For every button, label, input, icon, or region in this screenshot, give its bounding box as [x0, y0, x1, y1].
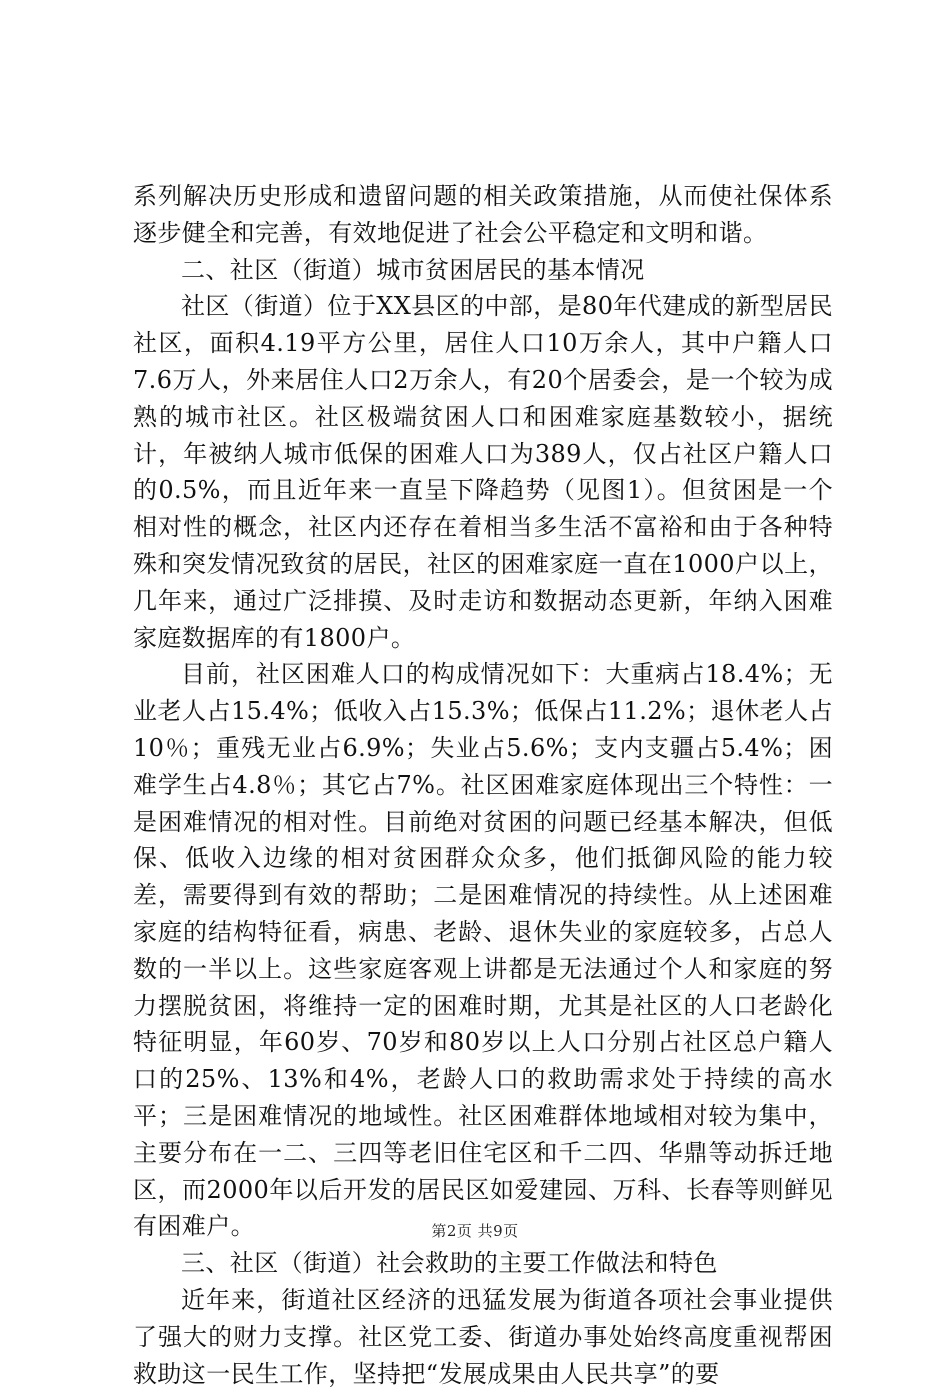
paragraph-poverty-composition: 目前，社区困难人口的构成情况如下：大重病占18.4%；无业老人占15.4%；低收入占15.3%；低保占11.2%；退休老人占10％；重残无业占6.9%；失业占5.6%；支内支疆占5.4%；困难学生占4.8％；其它占7%。社区困难家庭体现出三个特性：一是困难情况的相对性。目前绝对贫困的问题已经基本解决，但低保、低收入边缘的相对贫困群众众多，他们抵御风险的能力较差，需要得到有效的帮助；二是困难情况的持续性。从上述困难家庭的结构特征看，病患、老龄、退休失业的家庭较多，占总人数的一半以上。这些家庭客观上讲都是无法通过个人和家庭的努力摆脱贫困，将维持一定的困难时期，尤其是社区的人口老龄化特征明显，年60岁、70岁和80岁以上人口分别占社区总户籍人口的25%、13%和4%，老龄人口的救助需求处于持续的高水平；三是困难情况的地域性。社区困难群体地域相对较为集中，主要分布在一二、三四等老旧住宅区和千二四、华鼎等动拆迁地区，而2000年以后开发的居民区如爱建园、万科、长春等则鲜见有困难户。: [133, 660, 833, 1241]
paragraph-continuation: 系列解决历史形成和遗留问题的相关政策措施，从而使社保体系逐步健全和完善，有效地促进了社会公平稳定和文明和谐。: [133, 182, 833, 247]
page-number-footer: 第2页 共9页: [431, 1222, 519, 1240]
section-heading-2: 二、社区（街道）城市贫困居民的基本情况: [181, 255, 645, 284]
section-heading-3: 三、社区（街道）社会救助的主要工作做法和特色: [181, 1249, 718, 1278]
paragraph-assistance-work: 近年来，街道社区经济的迅猛发展为街道各项社会事业提供了强大的财力支撑。社区党工委、街道办事处始终高度重视帮困救助这一民生工作，坚持把“发展成果由人民共享”的要: [133, 1285, 833, 1388]
document-body: [133, 178, 833, 1392]
paragraph-community-overview: 社区（街道）位于XX县区的中部，是80年代建成的新型居民社区，面积4.19平方公里，居住人口10万余人，其中户籍人口7.6万人，外来居住人口2万余人，有20个居委会，是一个较为成熟的城市社区。社区极端贫困人口和困难家庭基数较小，据统计，年被纳人城市低保的困难人口为389人，仅占社区户籍人口的0.5%，而且近年来一直呈下降趋势（见图1）。但贫困是一个相对性的概念，社区内还存在着相当多生活不富裕和由于各种特殊和突发情况致贫的居民，社区的困难家庭一直在1000户以上，几年来，通过广泛排摸、及时走访和数据动态更新，年纳入困难家庭数据库的有1800户。: [133, 292, 833, 652]
